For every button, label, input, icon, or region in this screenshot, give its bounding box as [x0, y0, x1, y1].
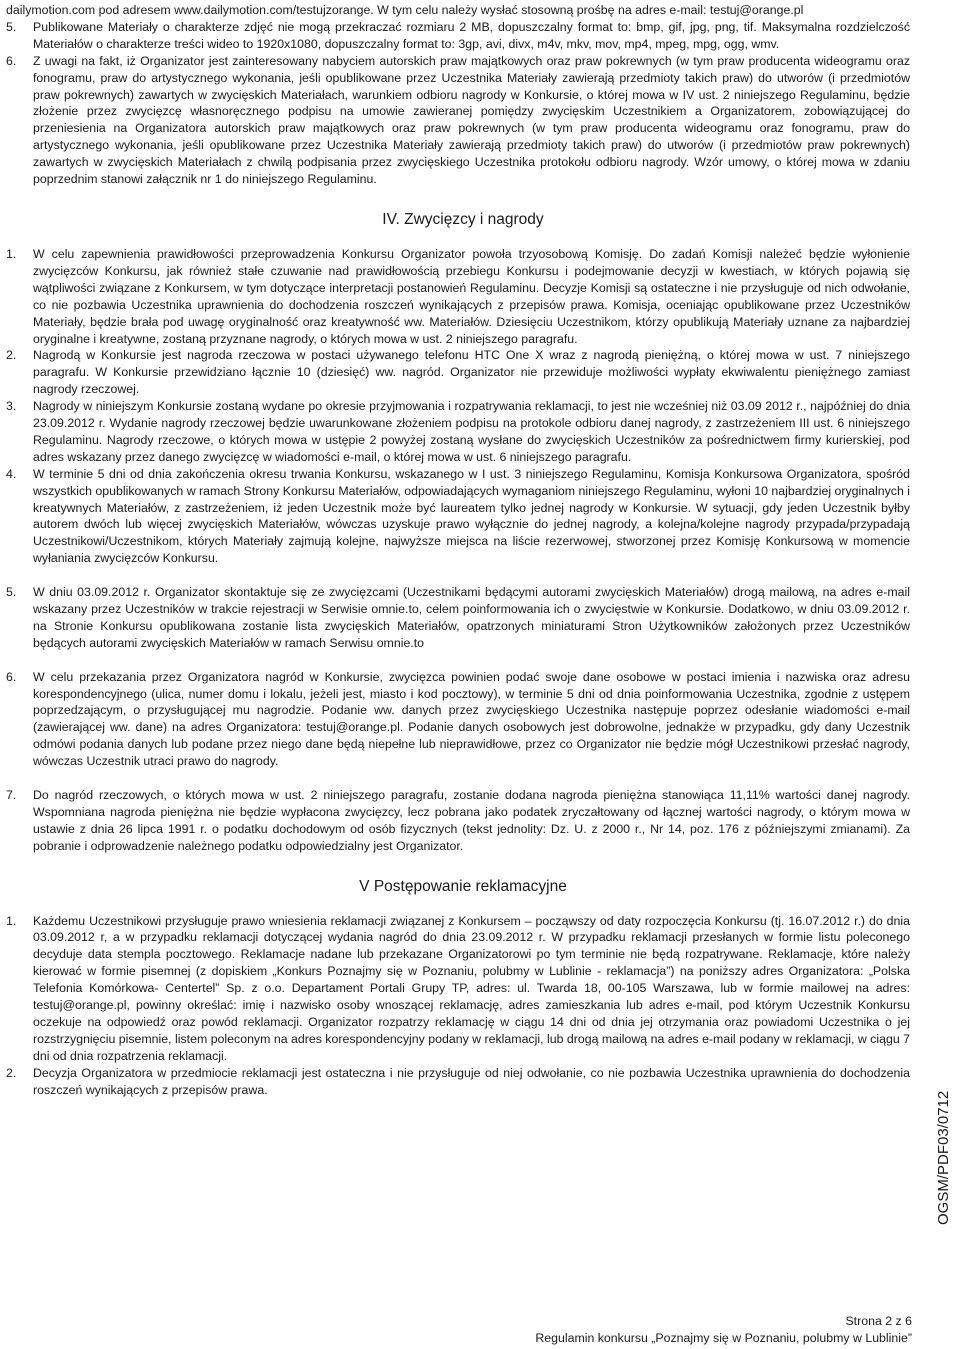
item-text: Publikowane Materiały o charakterze zdjęć nie mogą przekraczać rozmiaru 2 MB, dopuszczalny format to: bmp, gif, jpg, png, tif. Maksymalna rozdzielczość Materiałów o charakterze treści wideo to 1920x1080, dopuszczalny format to: 3gp, avi, divx, m4v, mkv, mov, mp4, mpeg, mpg, ogg, wmv. — [33, 19, 910, 51]
list-item — [6, 398, 910, 466]
list-item — [6, 466, 910, 567]
section5-list — [6, 913, 910, 1099]
page-footer — [535, 1313, 912, 1347]
list-item — [6, 913, 910, 1065]
section3-continued-list — [6, 19, 910, 188]
item-text: Z uwagi na fakt, iż Organizator jest zainteresowany nabyciem autorskich praw majątkowych oraz praw pokrewnych (w tym praw producenta wideogramu oraz fonogramu, praw do artystycznego wykonania, jeśli opublikowane przez Uczestnika Materiały zawierają przedmioty takich praw) do utworów (i przedmiotów praw pokrewnych) zawartych w zwycięskich Materiałach, warunkiem odbioru nagrody w Konkursie, o której mowa w IV ust. 2 niniejszego Regulaminu, będzie złożenie przez zwycięzcę własnoręcznego podpisu na umowie zawieranej pomiędzy zwycięskim Uczestnikiem a Organizatorem, zobowiązującej do przeniesienia na Organizatora autorskich praw majątkowych oraz praw pokrewnych (w tym praw producenta wideogramu oraz fonogramu, praw do artystycznego wykonania, jeśli opublikowane przez Uczestnika Materiały zawierają przedmioty takich praw) do utworów (i przedmiotów praw pokrewnych) zawartych w zwycięskich Materiałach z chwilą podpisania przez zwycięskiego Uczestnika protokołu odbioru nagrody. Wzór umowy, o której mowa w zdaniu poprzednim stanowi załącznik nr 1 do niniejszego Regulaminu. — [33, 53, 910, 187]
list-item — [6, 19, 910, 53]
item-number: 1. — [6, 246, 17, 261]
item-text: W celu przekazania przez Organizatora nagród w Konkursie, zwycięzca powinien podać swoje dane osobowe w postaci imienia i nazwiska oraz adresu korespondencyjnego (ulica, numer domu i lokalu, jeżeli jest, miasto i kod pocztowy), w terminie 5 dni od dnia poinformowania Uczestnika, zgodnie z ustępem poprzedzającym, o przysługującej mu nagrodzie. Podanie ww. danych przez zwycięskiego Uczestnika następuje poprzez odesłanie wiadomości e-mail (zawierającej ww. dane) na adres Organizatora: testuj@orange.pl. Podanie danych osobowych jest dobrowolne, jednakże w przypadku, gdy dany Uczestnik odmówi podania danych lub podane przez niego dane będą niepełne lub nieprawidłowe, przez co Organizator nie będzie mógł Uczestnikowi przesłać nagrody, wówczas Uczestnik utraci prawo do nagrody. — [33, 669, 910, 769]
item-text: Do nagród rzeczowych, o których mowa w ust. 2 niniejszego paragrafu, zostanie dodana nagroda pieniężna stanowiąca 11,11% wartości danej nagrody. Wspomniana nagroda pieniężna nie będzie wypłacona zwycięzcy, lecz pobrana jako podatek zryczałtowany od łącznej wartości nagrody, o którym mowa w ustawie z dnia 26 lipca 1991 r. o podatku dochodowym od osób fizycznych (tekst jednolity: Dz. U. z 2000 r., Nr 14, poz. 176 z późniejszymi zmianami). Za pobranie i odprowadzenie należnego podatku odpowiedzialny jest Organizator. — [33, 787, 910, 853]
item-number: 6. — [6, 669, 17, 684]
item-text: Nagrodą w Konkursie jest nagroda rzeczowa w postaci używanego telefonu HTC One X wraz z nagrodą pieniężną, o której mowa w ust. 7 niniejszego paragrafu. W Konkursie przewidziano łącznie 10 (dziesięć) ww. nagród. Organizator nie przewiduje możliwości wypłaty ekwiwalentu pieniężnego zamiast nagrody rzeczowej. — [33, 348, 910, 397]
item-text: Decyzja Organizatora w przedmiocie reklamacji jest ostateczna i nie przysługuje od niej odwołanie, co nie pozbawia Uczestnika uprawnienia do dochodzenia roszczeń wynikających z przepisów prawa. — [33, 1065, 910, 1097]
section4-list — [6, 246, 910, 855]
list-item — [6, 347, 910, 398]
list-item — [6, 1065, 910, 1099]
item-text: W terminie 5 dni od dnia zakończenia okresu trwania Konkursu, wskazanego w I ust. 3 niniejszego Regulaminu, Komisja Konkursowa Organizatora, spośród wszystkich opublikowanych w ramach Strony Konkursu Materiałów, odpowiadających wymaganiom niniejszego Regulaminu, wyłoni 10 najbardziej oryginalnych i kreatywnych Materiałów, z zastrzeżeniem, iż jeden Uczestnik może być laureatem tylko jednej nagrody w Konkursie. W sytuacji, gdy jeden Uczestnik byłby autorem dwóch lub więcej zwycięskich Materiałów, wówczas uzyskuje prawo wyłącznie do jednej nagrody, a kolejna/kolejne nagrody przypada/przypadają Uczestnikowi/Uczestnikom, których Materiały zajmują kolejne, najwyższe miejsca na liście rezerwowej, stworzonej przez Komisję Konkursową w momencie wyłaniania zwycięzców Konkursu. — [33, 466, 910, 566]
section-heading-winners: IV. Zwycięzcy i nagrody — [382, 210, 544, 228]
list-item — [6, 669, 910, 770]
list-item — [6, 53, 910, 188]
list-item — [6, 584, 910, 652]
item-text: W celu zapewnienia prawidłowości przeprowadzenia Konkursu Organizator powoła trzyosobową Komisję. Do zadań Komisji należeć będzie wyłonienie zwycięzców Konkursu, jak również stałe czuwanie nad prawidłowością przebiegu Konkursu i podejmowanie decyzji w kwestiach, w których pojawią się wątpliwości związane z Konkursem, w tym dotyczące interpretacji postanowień Regulaminu. Decyzje Komisji są ostateczne i nie przysługuje od nich odwołanie, co nie pozbawia Uczestnika uprawnienia do dochodzenia roszczeń wynikających z przepisów prawa. Komisja, oceniając opublikowane przez Uczestników Materiały, będzie brała pod uwagę oryginalność oraz kreatywność ww. Materiałów. Dziesięciu Uczestnikom, którzy opublikują Materiały uznane za najbardziej oryginalne i kreatywne, zostaną przyznane nagrody, o których mowa w ust. 2 niniejszego paragrafu. — [33, 246, 910, 346]
item-text: Każdemu Uczestnikowi przysługuje prawo wniesienia reklamacji związanej z Konkursem – począwszy od daty rozpoczęcia Konkursu (tj. 16.07.2012 r.) do dnia 03.09.2012 r, a w przypadku reklamacji dotyczącej wydania nagród do dnia 23.09.2012 r. W przypadku reklamacji przesłanych w formie listu poleconego decyduje data stempla pocztowego. Reklamacje nadane lub przekazane Organizatorowi po tym terminie nie będą rozpatrywane. Reklamacje, które należy kierować w formie pisemnej (z dopiskiem „Konkurs Poznajmy się w Poznaniu, polubmy w Lublinie - reklamacja”) na poniższy adres Organizatora: „Polska Telefonia Komórkowa- Centertel” Sp. z o.o. Departament Portali Grupy TP, adres: ul. Twarda 18, 00-105 Warszawa, lub w formie mailowej na adres: testuj@orange.pl, powinny określać: imię i nazwisko osoby wnoszącej reklamację, adres zamieszkania lub adres e-mail, pod którym Uczestnik Konkursu oczekuje na odpowiedź oraz powód reklamacji. Organizator rozpatrzy reklamację w ciągu 14 dni od dnia jej otrzymania oraz powiadomi Uczestnika o jej rozstrzygnięciu pisemnie, listem poleconym na adres korespondencyjny podany w reklamacji, lub drogą mailową na adres e-mail podany w reklamacji, w ciągu 7 dni od dnia rozpatrzenia reklamacji. — [33, 913, 910, 1063]
footer-document-title: Regulamin konkursu „Poznajmy się w Poznaniu, polubmy w Lublinie” — [535, 1331, 912, 1345]
item-text: W dniu 03.09.2012 r. Organizator skontaktuje się ze zwycięzcami (Uczestnikami będącymi autorami zwycięskich Materiałów) drogą mailową, na adres e-mail wskazany przez Uczestników w trakcie rejestracji w Serwisie omnie.to, celem poinformowania ich o zwycięstwie w Konkursie. Dodatkowo, w dniu 03.09.2012 r. na Stronie Konkursu opublikowana zostanie lista zwycięskich Materiałów, opatrzonych miniaturami Stron Użytkowników założonych przez Uczestników będących autorami zwycięskich Materiałów w ramach Serwisu omnie.to — [33, 585, 910, 650]
item-number: 4. — [6, 466, 17, 481]
section-heading-complaints: V Postępowanie reklamacyjne — [359, 877, 567, 895]
item-number: 1. — [6, 913, 17, 928]
page-number: Strona 2 z 6 — [845, 1314, 912, 1328]
document-body — [6, 2, 910, 1099]
document-code-text: OGSM/PDF03/0712 — [935, 1090, 952, 1225]
list-item — [6, 787, 910, 855]
item-number: 5. — [6, 585, 17, 600]
intro-paragraph: dailymotion.com pod adresem www.dailymotion.com/testujzorange. W tym celu należy wysłać stosowną prośbę na adres e-mail: testuj@orange.pl — [6, 3, 804, 17]
item-number: 5. — [6, 19, 17, 34]
item-number: 3. — [6, 399, 17, 414]
item-text: Nagrody w niniejszym Konkursie zostaną wydane po okresie przyjmowania i rozpatrywania reklamacji, to jest nie wcześniej niż 03.09 2012 r., najpóźniej do dnia 23.09.2012 r. Wydanie nagrody rzeczowej będzie uwarunkowane złożeniem podpisu na protokole odbioru danej nagrody, z zastrzeżeniem III ust. 6 niniejszego Regulaminu. Nagrody rzeczowe, o których mowa w ustępie 2 powyżej zostaną wysłane do zwycięskich Uczestników za pośrednictwem firmy kurierskiej, pod adres wskazany przez danego zwycięzcę w wiadomości e-mail, o której mowa w ust. 6 niniejszego paragrafu. — [33, 399, 910, 464]
list-item — [6, 246, 910, 347]
item-number: 2. — [6, 1065, 17, 1080]
item-number: 7. — [6, 787, 17, 802]
item-number: 2. — [6, 348, 17, 363]
item-number: 6. — [6, 53, 17, 68]
